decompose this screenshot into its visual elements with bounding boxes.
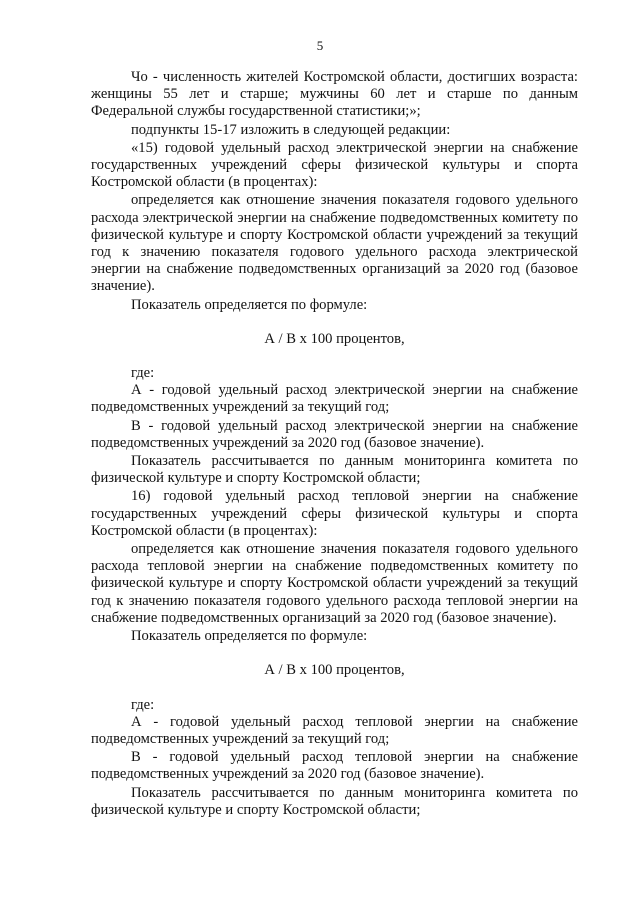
paragraph-item-16-title: 16) годовой удельный расход тепловой энергии на снабжение государственных учреждений сферы физической культуры и спорта Костромской области (в процентах): [91,488,578,539]
paragraph-variable-a-2: А - годовой удельный расход тепловой энергии на снабжение подведомственных учреждений за текущий год; [91,713,578,747]
paragraph-variable-b-1: В - годовой удельный расход электрической энергии на снабжение подведомственных учреждений за 2020 год (базовое значение). [91,417,578,451]
paragraph-item-15-title: «15) годовой удельный расход электрической энергии на снабжение государственных учреждений сферы физической культуры и спорта Костромской области (в процентах): [91,139,578,191]
paragraph-amendment-intro: подпункты 15-17 изложить в следующей редакции: [131,121,451,138]
page-number: 5 [316,38,324,53]
formula-1: А / В х 100 процентов, [264,330,405,347]
paragraph-definition-cho: Чо - численность жителей Костромской области, достигших возраста: женщины 55 лет и старше; мужчины 60 лет и старше по данным Федеральной службы государственной статистики;»; [91,69,578,120]
paragraph-variable-b-2: В - годовой удельный расход тепловой энергии на снабжение подведомственных учреждений за 2020 год (базовое значение). [91,749,578,783]
document-body [91,69,578,819]
paragraph-where-1: где: [131,365,155,382]
paragraph-source-1: Показатель рассчитывается по данным мониторинга комитета по физической культуре и спорту Костромской области; [91,453,578,487]
paragraph-item-15-definition: определяется как отношение значения показателя годового удельного расхода электрической энергии на снабжение подведомственных комитету по физической культуре и спорту Костромской области учреждений за текущий год к значению показателя годового удельного расхода электрической энергии на снабжение подведомственных организаций за 2020 год (базовое значение). [91,192,578,295]
paragraph-where-2: где: [131,696,155,713]
paragraph-item-16-definition: определяется как отношение значения показателя годового удельного расхода тепловой энергии на снабжение подведомственных комитету по физической культуре и спорту Костромской области учреждений за текущий год к значению показателя годового удельного расхода тепловой энергии на снабжение подведомственных организаций за 2020 год (базовое значение). [91,541,578,626]
paragraph-formula-intro-1: Показатель определяется по формуле: [131,296,368,313]
paragraph-formula-intro-2: Показатель определяется по формуле: [131,628,368,645]
paragraph-variable-a-1: А - годовой удельный расход электрической энергии на снабжение подведомственных учреждений за текущий год; [91,382,578,416]
paragraph-source-2: Показатель рассчитывается по данным мониторинга комитета по физической культуре и спорту Костромской области; [91,784,578,818]
formula-2: А / В х 100 процентов, [264,662,405,679]
